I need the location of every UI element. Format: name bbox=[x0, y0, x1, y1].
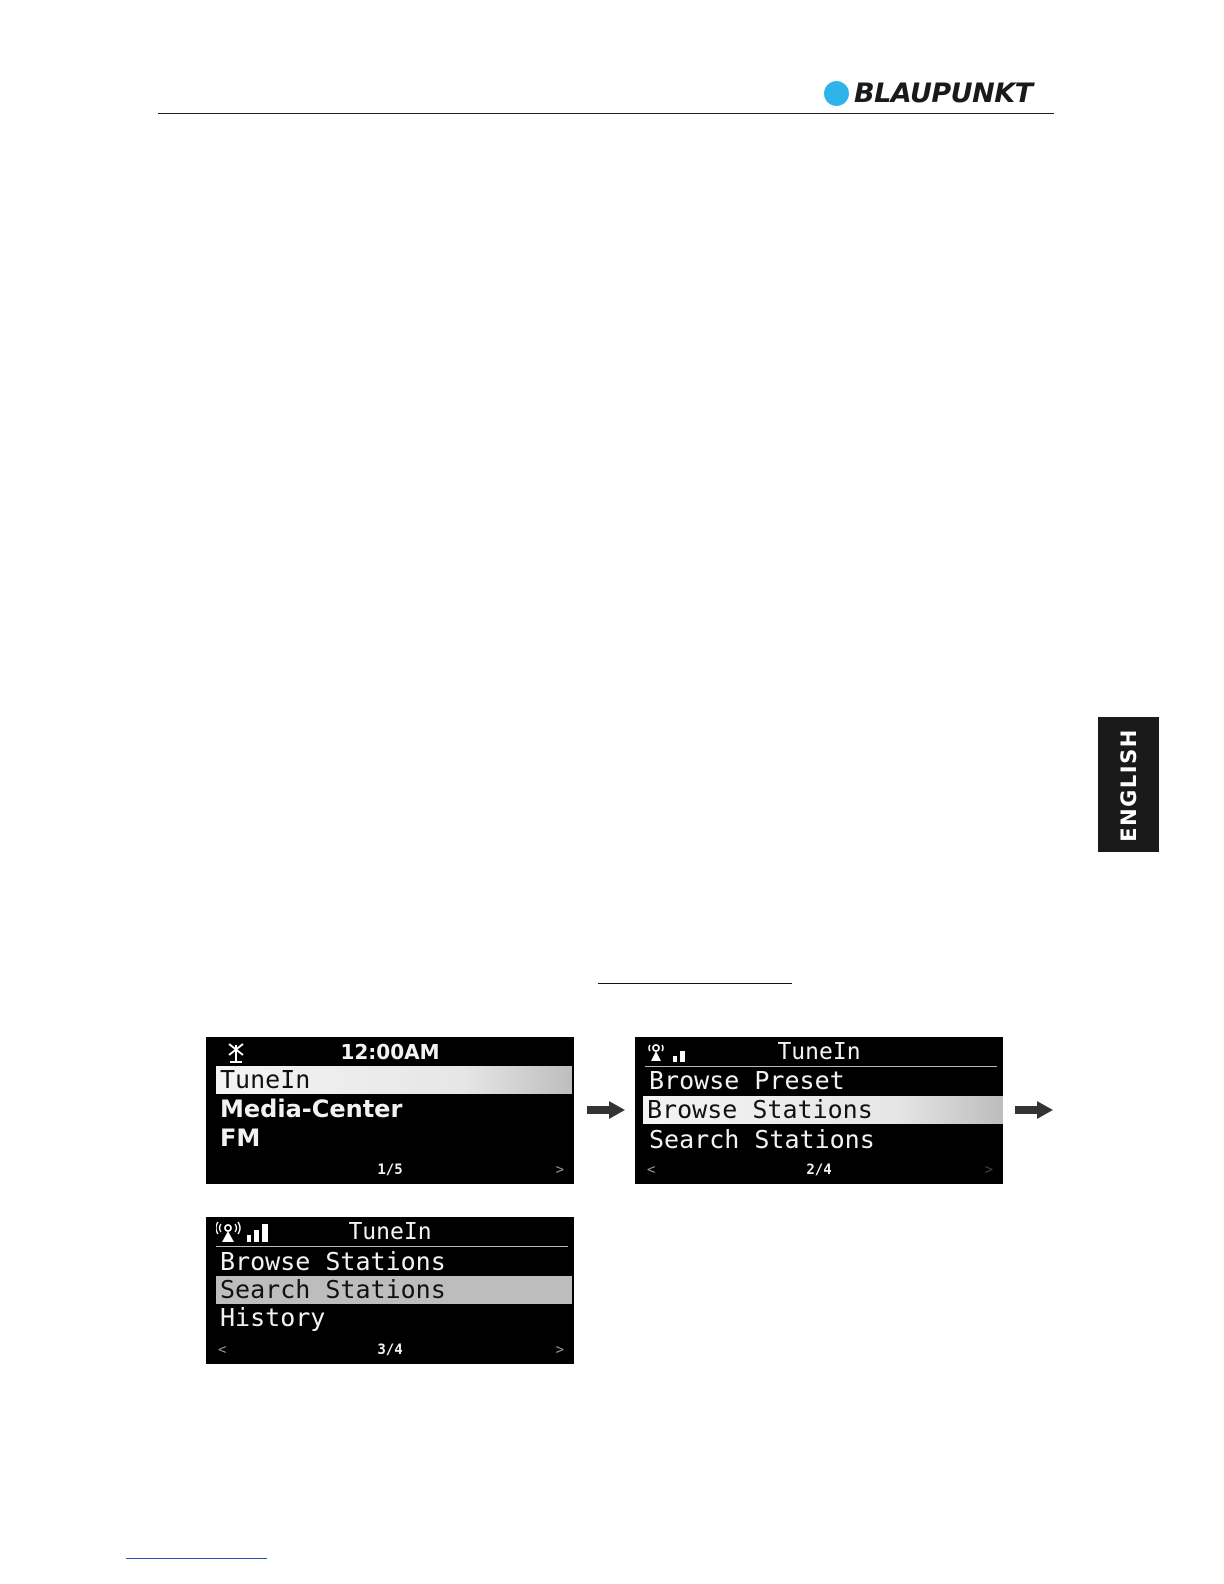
page-indicator: 2/4 bbox=[806, 1162, 832, 1178]
menu-item-search-stations[interactable]: Search Stations bbox=[649, 1125, 875, 1154]
menu-item-fm[interactable]: FM bbox=[220, 1124, 261, 1152]
prev-page-button[interactable]: < bbox=[218, 1342, 227, 1358]
menu-item-tunein[interactable]: TuneIn bbox=[216, 1066, 572, 1094]
status-bar bbox=[635, 1037, 1003, 1067]
brand-name: BLAUPUNKT bbox=[854, 77, 1033, 109]
screen-footer bbox=[206, 1162, 574, 1180]
next-page-button[interactable]: > bbox=[555, 1342, 564, 1358]
prev-page-button[interactable]: < bbox=[647, 1162, 656, 1178]
screen-title: 12:00AM bbox=[340, 1040, 440, 1064]
language-tab bbox=[1098, 717, 1159, 852]
screen-footer bbox=[206, 1342, 574, 1360]
menu-item-browse-stations[interactable]: Browse Stations bbox=[643, 1096, 1003, 1124]
next-page-button[interactable]: > bbox=[984, 1162, 993, 1178]
menu-item-media-center[interactable]: Media-Center bbox=[220, 1095, 403, 1123]
status-bar bbox=[206, 1037, 574, 1067]
status-bar bbox=[206, 1217, 574, 1247]
menu-item-search-stations[interactable]: Search Stations bbox=[216, 1276, 572, 1304]
language-tab-label: ENGLISH bbox=[1116, 727, 1141, 842]
screen-footer bbox=[635, 1162, 1003, 1180]
brand-logo bbox=[824, 78, 1033, 108]
screen-title: TuneIn bbox=[348, 1219, 432, 1245]
menu-item-browse-preset[interactable]: Browse Preset bbox=[649, 1066, 845, 1095]
link-underline bbox=[598, 983, 792, 984]
footer-link-underline bbox=[126, 1558, 267, 1559]
next-page-button[interactable]: > bbox=[555, 1162, 564, 1178]
page-indicator: 1/5 bbox=[377, 1162, 403, 1178]
screen-title: TuneIn bbox=[777, 1039, 861, 1065]
logo-dot-icon bbox=[824, 81, 849, 106]
arrow-right-icon bbox=[587, 1101, 625, 1119]
radio-screen-tunein-menu bbox=[635, 1037, 1003, 1184]
menu-item-browse-stations[interactable]: Browse Stations bbox=[220, 1247, 446, 1276]
radio-screen-tunein-menu-search bbox=[206, 1217, 574, 1364]
arrow-right-icon bbox=[1015, 1101, 1053, 1119]
menu-item-history[interactable]: History bbox=[220, 1303, 326, 1332]
page-indicator: 3/4 bbox=[377, 1342, 403, 1358]
radio-screen-main-menu bbox=[206, 1037, 574, 1184]
header-divider bbox=[158, 113, 1054, 114]
